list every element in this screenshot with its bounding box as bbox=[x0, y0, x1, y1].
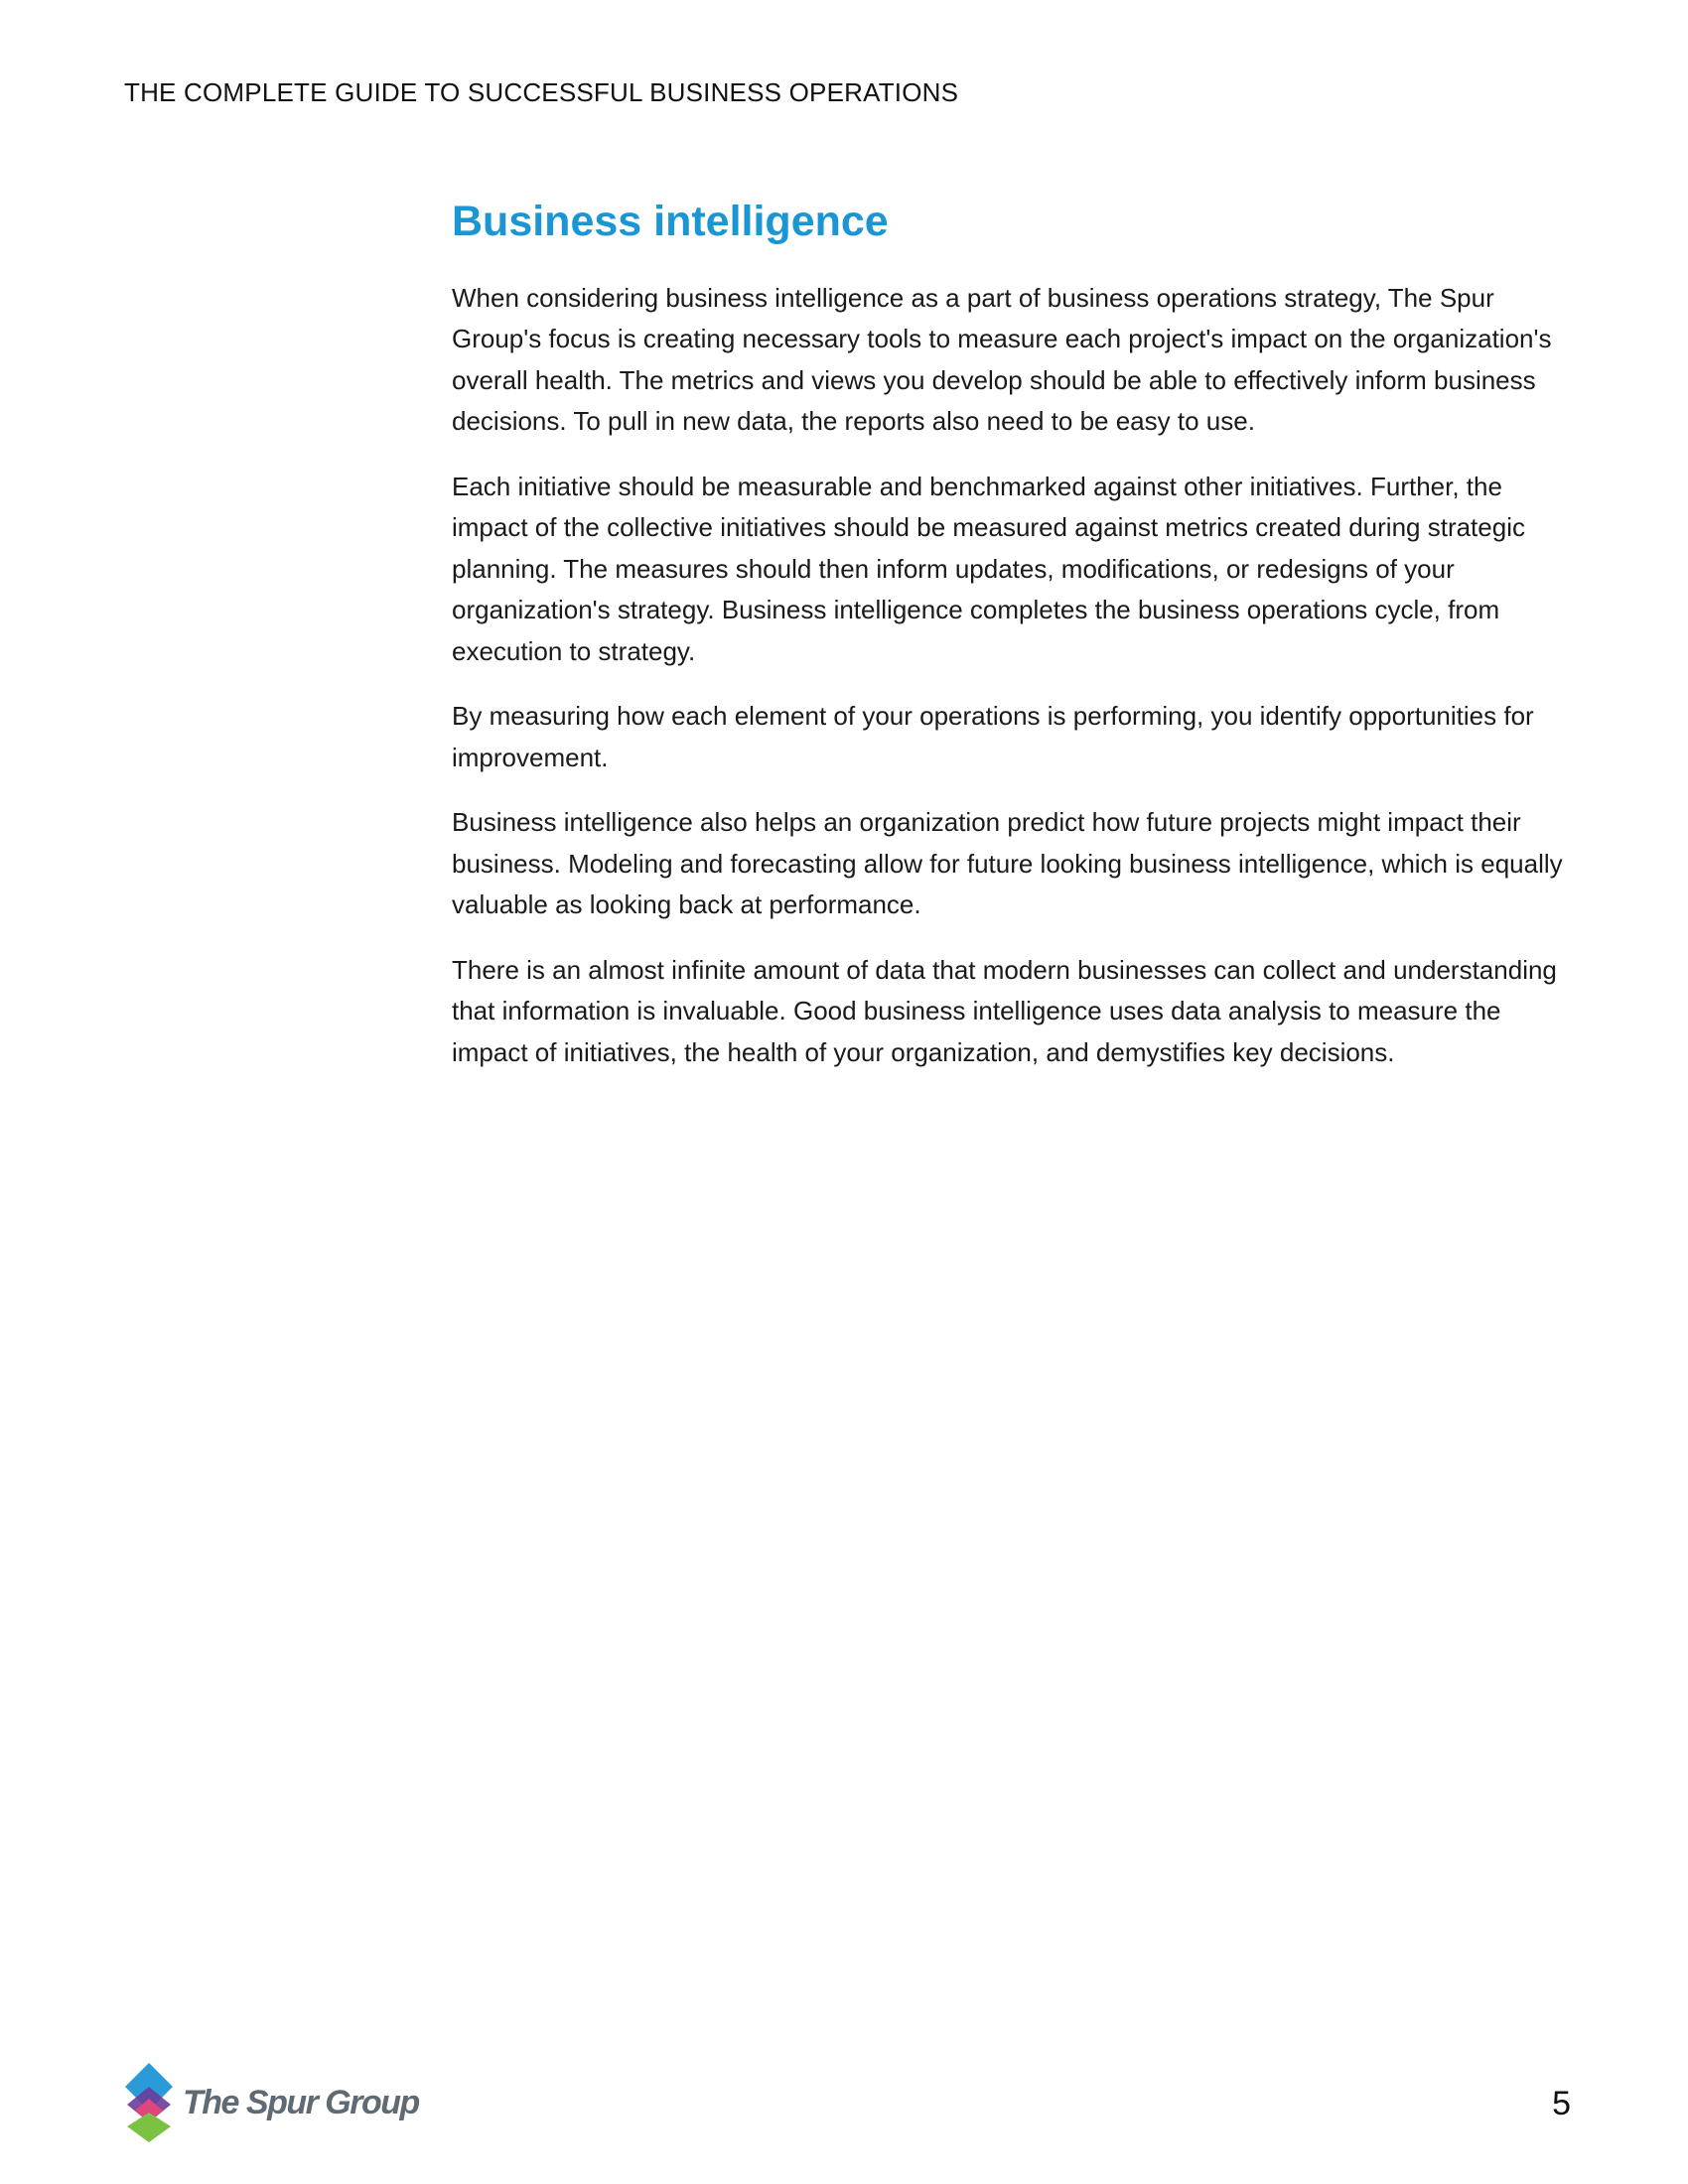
section-title: Business intelligence bbox=[452, 198, 889, 245]
paragraph-1: When considering business intelligence as a part of business operations strategy, The Spur Group's focus is creating necessary tools to measure each project's impact on the organization's overall health. The metrics and views you develop should be able to effectively inform business decisions. To pull in new data, the reports also need to be easy to use. bbox=[452, 282, 1552, 437]
paragraph-2: Each initiative should be measurable and benchmarked against other initiatives. Further, the impact of the collective initiatives should be measured against metrics created during strategic planning. The measures should then inform updates, modifications, or redesigns of your organization's strategy. Business intelligence completes the business operations cycle, from execution to strategy. bbox=[452, 471, 1525, 666]
spur-group-logo bbox=[121, 2063, 419, 2142]
logo-text: The Spur Group bbox=[183, 2083, 419, 2121]
paragraph-5: There is an almost infinite amount of data that modern businesses can collect and understanding that information is invaluable. Good business intelligence uses data analysis to measure the impact of initiatives, the health of your organization, and demystifies key decisions. bbox=[452, 954, 1557, 1067]
spur-group-logo-icon bbox=[121, 2063, 177, 2142]
page-number: 5 bbox=[1552, 2085, 1571, 2122]
running-header: THE COMPLETE GUIDE TO SUCCESSFUL BUSINESS OPERATIONS bbox=[124, 77, 959, 107]
paragraph-4: Business intelligence also helps an organization predict how future projects might impact their business. Modeling and forecasting allow for future looking business intelligence, which is equally valuable as looking back at performance. bbox=[452, 807, 1563, 920]
main-content bbox=[452, 197, 1574, 1097]
paragraph-3: By measuring how each element of your operations is performing, you identify opportunities for improvement. bbox=[452, 701, 1534, 772]
